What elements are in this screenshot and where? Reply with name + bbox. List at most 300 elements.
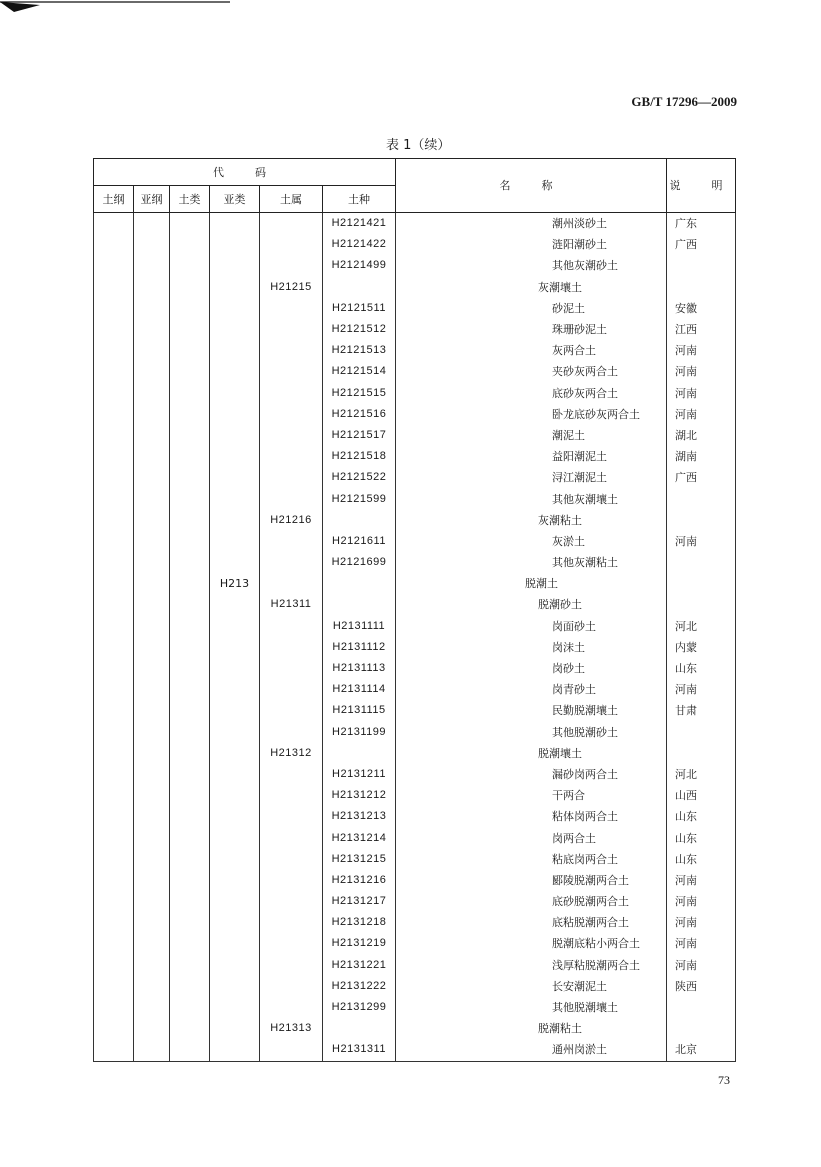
group-cell <box>170 849 210 870</box>
genus-code-cell: H21311 <box>260 594 323 615</box>
subgroup-code-cell <box>210 277 260 298</box>
order-cell <box>94 340 134 361</box>
group-column-header: 土类 <box>170 186 210 213</box>
table-row <box>94 700 736 721</box>
species-code-cell: H2121421 <box>323 213 396 235</box>
soil-name-cell: 干两合 <box>396 785 667 806</box>
province-note-cell <box>667 552 736 573</box>
subgroup-code-cell <box>210 234 260 255</box>
genus-code-cell <box>260 679 323 700</box>
order-cell <box>94 361 134 382</box>
table-row <box>94 764 736 785</box>
province-note-cell <box>667 594 736 615</box>
province-note-cell: 河南 <box>667 531 736 552</box>
soil-name-cell: 浔江潮泥土 <box>396 467 667 488</box>
order-cell <box>94 997 134 1018</box>
order-cell <box>94 573 134 594</box>
name-column-header: 名 称 <box>396 159 667 213</box>
subgroup-code-cell <box>210 616 260 637</box>
subgroup-code-cell <box>210 658 260 679</box>
province-note-cell <box>667 573 736 594</box>
species-code-cell: H2131211 <box>323 764 396 785</box>
species-code-cell <box>323 594 396 615</box>
genus-code-cell <box>260 616 323 637</box>
group-cell <box>170 870 210 891</box>
species-code-cell: H2131199 <box>323 722 396 743</box>
genus-code-cell <box>260 234 323 255</box>
species-code-cell <box>323 1018 396 1039</box>
order-cell <box>94 404 134 425</box>
suborder-cell <box>134 1039 170 1061</box>
soil-code-table <box>93 158 736 1062</box>
species-code-cell: H2121517 <box>323 425 396 446</box>
table-row <box>94 722 736 743</box>
order-cell <box>94 510 134 531</box>
province-note-cell: 广西 <box>667 234 736 255</box>
soil-name-cell: 其他灰潮砂土 <box>396 255 667 276</box>
group-cell <box>170 700 210 721</box>
order-cell <box>94 849 134 870</box>
suborder-cell <box>134 912 170 933</box>
order-cell <box>94 255 134 276</box>
table-row <box>94 933 736 954</box>
suborder-cell <box>134 849 170 870</box>
group-cell <box>170 255 210 276</box>
species-code-cell: H2121512 <box>323 319 396 340</box>
genus-column-header: 土属 <box>260 186 323 213</box>
code-group-header: 代 码 <box>94 159 396 186</box>
province-note-cell: 江西 <box>667 319 736 340</box>
group-cell <box>170 531 210 552</box>
soil-name-cell: 脱潮砂土 <box>396 594 667 615</box>
subgroup-code-cell <box>210 679 260 700</box>
table-row <box>94 425 736 446</box>
group-cell <box>170 404 210 425</box>
subgroup-code-cell <box>210 531 260 552</box>
genus-code-cell <box>260 446 323 467</box>
soil-name-cell: 岗面砂土 <box>396 616 667 637</box>
group-cell <box>170 827 210 848</box>
group-cell <box>170 488 210 509</box>
order-cell <box>94 319 134 340</box>
table-row <box>94 849 736 870</box>
subgroup-column-header: 亚类 <box>210 186 260 213</box>
order-cell <box>94 616 134 637</box>
group-cell <box>170 976 210 997</box>
province-note-cell: 河南 <box>667 955 736 976</box>
species-code-cell: H2131113 <box>323 658 396 679</box>
genus-code-cell <box>260 573 323 594</box>
order-cell <box>94 891 134 912</box>
order-cell <box>94 679 134 700</box>
suborder-cell <box>134 827 170 848</box>
table-row <box>94 340 736 361</box>
genus-code-cell <box>260 467 323 488</box>
subgroup-code-cell <box>210 1039 260 1061</box>
order-cell <box>94 955 134 976</box>
subgroup-code-cell <box>210 849 260 870</box>
province-note-cell <box>667 277 736 298</box>
group-cell <box>170 552 210 573</box>
suborder-cell <box>134 700 170 721</box>
suborder-cell <box>134 488 170 509</box>
province-note-cell: 河南 <box>667 340 736 361</box>
table-row <box>94 1018 736 1039</box>
table-row <box>94 806 736 827</box>
suborder-cell <box>134 446 170 467</box>
suborder-cell <box>134 573 170 594</box>
order-cell <box>94 234 134 255</box>
order-cell <box>94 552 134 573</box>
soil-name-cell: 潮州淡砂土 <box>396 213 667 235</box>
subgroup-code-cell <box>210 827 260 848</box>
province-note-cell: 湖南 <box>667 446 736 467</box>
table-row <box>94 552 736 573</box>
table-row <box>94 955 736 976</box>
order-cell <box>94 933 134 954</box>
species-code-cell <box>323 573 396 594</box>
group-cell <box>170 425 210 446</box>
province-note-cell: 山东 <box>667 827 736 848</box>
note-column-header: 说 明 <box>667 159 736 213</box>
soil-name-cell: 脱潮底粘小两合土 <box>396 933 667 954</box>
table-row <box>94 488 736 509</box>
genus-code-cell: H21312 <box>260 743 323 764</box>
province-note-cell: 湖北 <box>667 425 736 446</box>
species-code-cell <box>323 277 396 298</box>
genus-code-cell <box>260 637 323 658</box>
province-note-cell: 河南 <box>667 912 736 933</box>
order-cell <box>94 827 134 848</box>
suborder-cell <box>134 955 170 976</box>
subgroup-code-cell <box>210 340 260 361</box>
soil-name-cell: 粘底岗两合土 <box>396 849 667 870</box>
genus-code-cell <box>260 319 323 340</box>
subgroup-code-cell <box>210 700 260 721</box>
soil-name-cell: 其他脱潮砂土 <box>396 722 667 743</box>
province-note-cell: 河南 <box>667 933 736 954</box>
group-cell <box>170 446 210 467</box>
order-cell <box>94 764 134 785</box>
suborder-cell <box>134 361 170 382</box>
suborder-cell <box>134 743 170 764</box>
table-row <box>94 277 736 298</box>
genus-code-cell <box>260 722 323 743</box>
genus-code-cell <box>260 340 323 361</box>
species-code-cell: H2121699 <box>323 552 396 573</box>
order-cell <box>94 277 134 298</box>
group-cell <box>170 637 210 658</box>
group-cell <box>170 234 210 255</box>
order-cell <box>94 298 134 319</box>
genus-code-cell <box>260 891 323 912</box>
group-cell <box>170 955 210 976</box>
province-note-cell: 广西 <box>667 467 736 488</box>
species-code-cell: H2131114 <box>323 679 396 700</box>
soil-name-cell: 涟阳潮砂土 <box>396 234 667 255</box>
species-code-cell: H2121599 <box>323 488 396 509</box>
order-cell <box>94 700 134 721</box>
species-code-cell: H2131212 <box>323 785 396 806</box>
genus-code-cell <box>260 1039 323 1061</box>
soil-name-cell: 岗青砂土 <box>396 679 667 700</box>
suborder-cell <box>134 806 170 827</box>
genus-code-cell: H21215 <box>260 277 323 298</box>
table-row <box>94 404 736 425</box>
species-code-cell: H2131221 <box>323 955 396 976</box>
suborder-cell <box>134 933 170 954</box>
suborder-cell <box>134 319 170 340</box>
province-note-cell: 广东 <box>667 213 736 235</box>
subgroup-code-cell <box>210 955 260 976</box>
suborder-cell <box>134 298 170 319</box>
province-note-cell: 北京 <box>667 1039 736 1061</box>
province-note-cell: 安徽 <box>667 298 736 319</box>
order-cell <box>94 912 134 933</box>
soil-name-cell: 灰两合土 <box>396 340 667 361</box>
genus-code-cell <box>260 552 323 573</box>
species-code-cell: H2121611 <box>323 531 396 552</box>
species-code-cell: H2131222 <box>323 976 396 997</box>
province-note-cell <box>667 743 736 764</box>
subgroup-code-cell <box>210 637 260 658</box>
species-column-header: 土种 <box>323 186 396 213</box>
group-cell <box>170 679 210 700</box>
subgroup-code-cell <box>210 213 260 235</box>
suborder-cell <box>134 722 170 743</box>
group-cell <box>170 319 210 340</box>
genus-code-cell <box>260 383 323 404</box>
species-code-cell: H2131214 <box>323 827 396 848</box>
subgroup-code-cell <box>210 1018 260 1039</box>
province-note-cell: 河北 <box>667 764 736 785</box>
species-code-cell: H2131219 <box>323 933 396 954</box>
suborder-cell <box>134 277 170 298</box>
soil-name-cell: 底粘脱潮两合土 <box>396 912 667 933</box>
genus-code-cell <box>260 827 323 848</box>
subgroup-code-cell <box>210 467 260 488</box>
suborder-cell <box>134 383 170 404</box>
scan-corner-mark <box>0 0 230 14</box>
subgroup-code-cell <box>210 425 260 446</box>
soil-name-cell: 潮泥土 <box>396 425 667 446</box>
order-cell <box>94 870 134 891</box>
suborder-cell <box>134 531 170 552</box>
soil-name-cell: 卧龙底砂灰两合土 <box>396 404 667 425</box>
order-cell <box>94 722 134 743</box>
table-row <box>94 976 736 997</box>
genus-code-cell <box>260 849 323 870</box>
soil-name-cell: 其他灰潮粘土 <box>396 552 667 573</box>
species-code-cell: H2131299 <box>323 997 396 1018</box>
suborder-cell <box>134 340 170 361</box>
order-cell <box>94 1039 134 1061</box>
soil-name-cell: 通州岗淤土 <box>396 1039 667 1061</box>
suborder-cell <box>134 404 170 425</box>
soil-name-cell: 灰淤土 <box>396 531 667 552</box>
province-note-cell: 河南 <box>667 679 736 700</box>
table-row <box>94 255 736 276</box>
subgroup-code-cell <box>210 743 260 764</box>
table-header <box>94 159 736 213</box>
group-cell <box>170 722 210 743</box>
suborder-column-header: 亚纲 <box>134 186 170 213</box>
table-row <box>94 870 736 891</box>
suborder-cell <box>134 679 170 700</box>
soil-name-cell: 益阳潮泥土 <box>396 446 667 467</box>
group-cell <box>170 510 210 531</box>
order-cell <box>94 383 134 404</box>
province-note-cell: 山东 <box>667 658 736 679</box>
genus-code-cell <box>260 404 323 425</box>
suborder-cell <box>134 997 170 1018</box>
suborder-cell <box>134 255 170 276</box>
subgroup-code-cell <box>210 594 260 615</box>
genus-code-cell <box>260 361 323 382</box>
table-caption: 表 1（续） <box>386 138 451 153</box>
species-code-cell: H2131311 <box>323 1039 396 1061</box>
table-row <box>94 891 736 912</box>
province-note-cell: 河南 <box>667 404 736 425</box>
group-cell <box>170 361 210 382</box>
group-cell <box>170 785 210 806</box>
soil-name-cell: 底砂脱潮两合土 <box>396 891 667 912</box>
order-cell <box>94 785 134 806</box>
group-cell <box>170 340 210 361</box>
province-note-cell: 甘肃 <box>667 700 736 721</box>
suborder-cell <box>134 658 170 679</box>
order-cell <box>94 976 134 997</box>
soil-name-cell: 夹砂灰两合土 <box>396 361 667 382</box>
species-code-cell: H2121518 <box>323 446 396 467</box>
table-row <box>94 298 736 319</box>
subgroup-code-cell <box>210 552 260 573</box>
table-row <box>94 594 736 615</box>
suborder-cell <box>134 891 170 912</box>
species-code-cell: H2121516 <box>323 404 396 425</box>
suborder-cell <box>134 976 170 997</box>
table-row <box>94 573 736 594</box>
soil-name-cell: 其他灰潮壤土 <box>396 488 667 509</box>
soil-name-cell: 砂泥土 <box>396 298 667 319</box>
subgroup-code-cell <box>210 488 260 509</box>
genus-code-cell: H21216 <box>260 510 323 531</box>
genus-code-cell <box>260 255 323 276</box>
province-note-cell: 河北 <box>667 616 736 637</box>
table-row <box>94 446 736 467</box>
species-code-cell: H2121499 <box>323 255 396 276</box>
species-code-cell: H2131216 <box>323 870 396 891</box>
soil-name-cell: 岗沫土 <box>396 637 667 658</box>
page-number: 73 <box>718 1073 730 1087</box>
species-code-cell: H2131218 <box>323 912 396 933</box>
soil-name-cell: 漏砂岗两合土 <box>396 764 667 785</box>
genus-code-cell <box>260 531 323 552</box>
genus-code-cell <box>260 425 323 446</box>
table-row <box>94 319 736 340</box>
group-cell <box>170 1039 210 1061</box>
order-cell <box>94 213 134 235</box>
species-code-cell: H2131213 <box>323 806 396 827</box>
order-cell <box>94 658 134 679</box>
suborder-cell <box>134 764 170 785</box>
order-cell <box>94 531 134 552</box>
genus-code-cell <box>260 997 323 1018</box>
soil-name-cell: 脱潮粘土 <box>396 1018 667 1039</box>
species-code-cell: H2121514 <box>323 361 396 382</box>
subgroup-code-cell <box>210 319 260 340</box>
group-cell <box>170 467 210 488</box>
genus-code-cell <box>260 785 323 806</box>
soil-name-cell: 长安潮泥土 <box>396 976 667 997</box>
genus-code-cell <box>260 870 323 891</box>
group-cell <box>170 912 210 933</box>
province-note-cell: 山东 <box>667 849 736 870</box>
table-row <box>94 912 736 933</box>
genus-code-cell <box>260 658 323 679</box>
subgroup-code-cell: H213 <box>210 573 260 594</box>
genus-code-cell <box>260 764 323 785</box>
standard-id: GB/T 17296—2009 <box>631 94 737 109</box>
soil-name-cell: 岗两合土 <box>396 827 667 848</box>
order-cell <box>94 1018 134 1039</box>
suborder-cell <box>134 467 170 488</box>
table-row <box>94 213 736 235</box>
group-cell <box>170 1018 210 1039</box>
order-cell <box>94 446 134 467</box>
genus-code-cell <box>260 912 323 933</box>
table-row <box>94 658 736 679</box>
order-cell <box>94 806 134 827</box>
subgroup-code-cell <box>210 785 260 806</box>
subgroup-code-cell <box>210 891 260 912</box>
species-code-cell <box>323 743 396 764</box>
table-row <box>94 637 736 658</box>
suborder-cell <box>134 1018 170 1039</box>
order-cell <box>94 743 134 764</box>
suborder-cell <box>134 425 170 446</box>
subgroup-code-cell <box>210 997 260 1018</box>
subgroup-code-cell <box>210 764 260 785</box>
genus-code-cell <box>260 933 323 954</box>
order-cell <box>94 467 134 488</box>
order-cell <box>94 637 134 658</box>
species-code-cell: H2121422 <box>323 234 396 255</box>
genus-code-cell <box>260 976 323 997</box>
species-code-cell: H2131215 <box>323 849 396 870</box>
genus-code-cell <box>260 213 323 235</box>
genus-code-cell <box>260 700 323 721</box>
group-cell <box>170 383 210 404</box>
soil-name-cell: 郾陵脱潮两合土 <box>396 870 667 891</box>
group-cell <box>170 891 210 912</box>
province-note-cell <box>667 997 736 1018</box>
group-cell <box>170 997 210 1018</box>
group-cell <box>170 743 210 764</box>
group-cell <box>170 658 210 679</box>
subgroup-code-cell <box>210 933 260 954</box>
group-cell <box>170 933 210 954</box>
table-row <box>94 1039 736 1061</box>
species-code-cell: H2121511 <box>323 298 396 319</box>
genus-code-cell: H21313 <box>260 1018 323 1039</box>
subgroup-code-cell <box>210 298 260 319</box>
subgroup-code-cell <box>210 361 260 382</box>
subgroup-code-cell <box>210 912 260 933</box>
suborder-cell <box>134 510 170 531</box>
species-code-cell: H2121515 <box>323 383 396 404</box>
suborder-cell <box>134 616 170 637</box>
